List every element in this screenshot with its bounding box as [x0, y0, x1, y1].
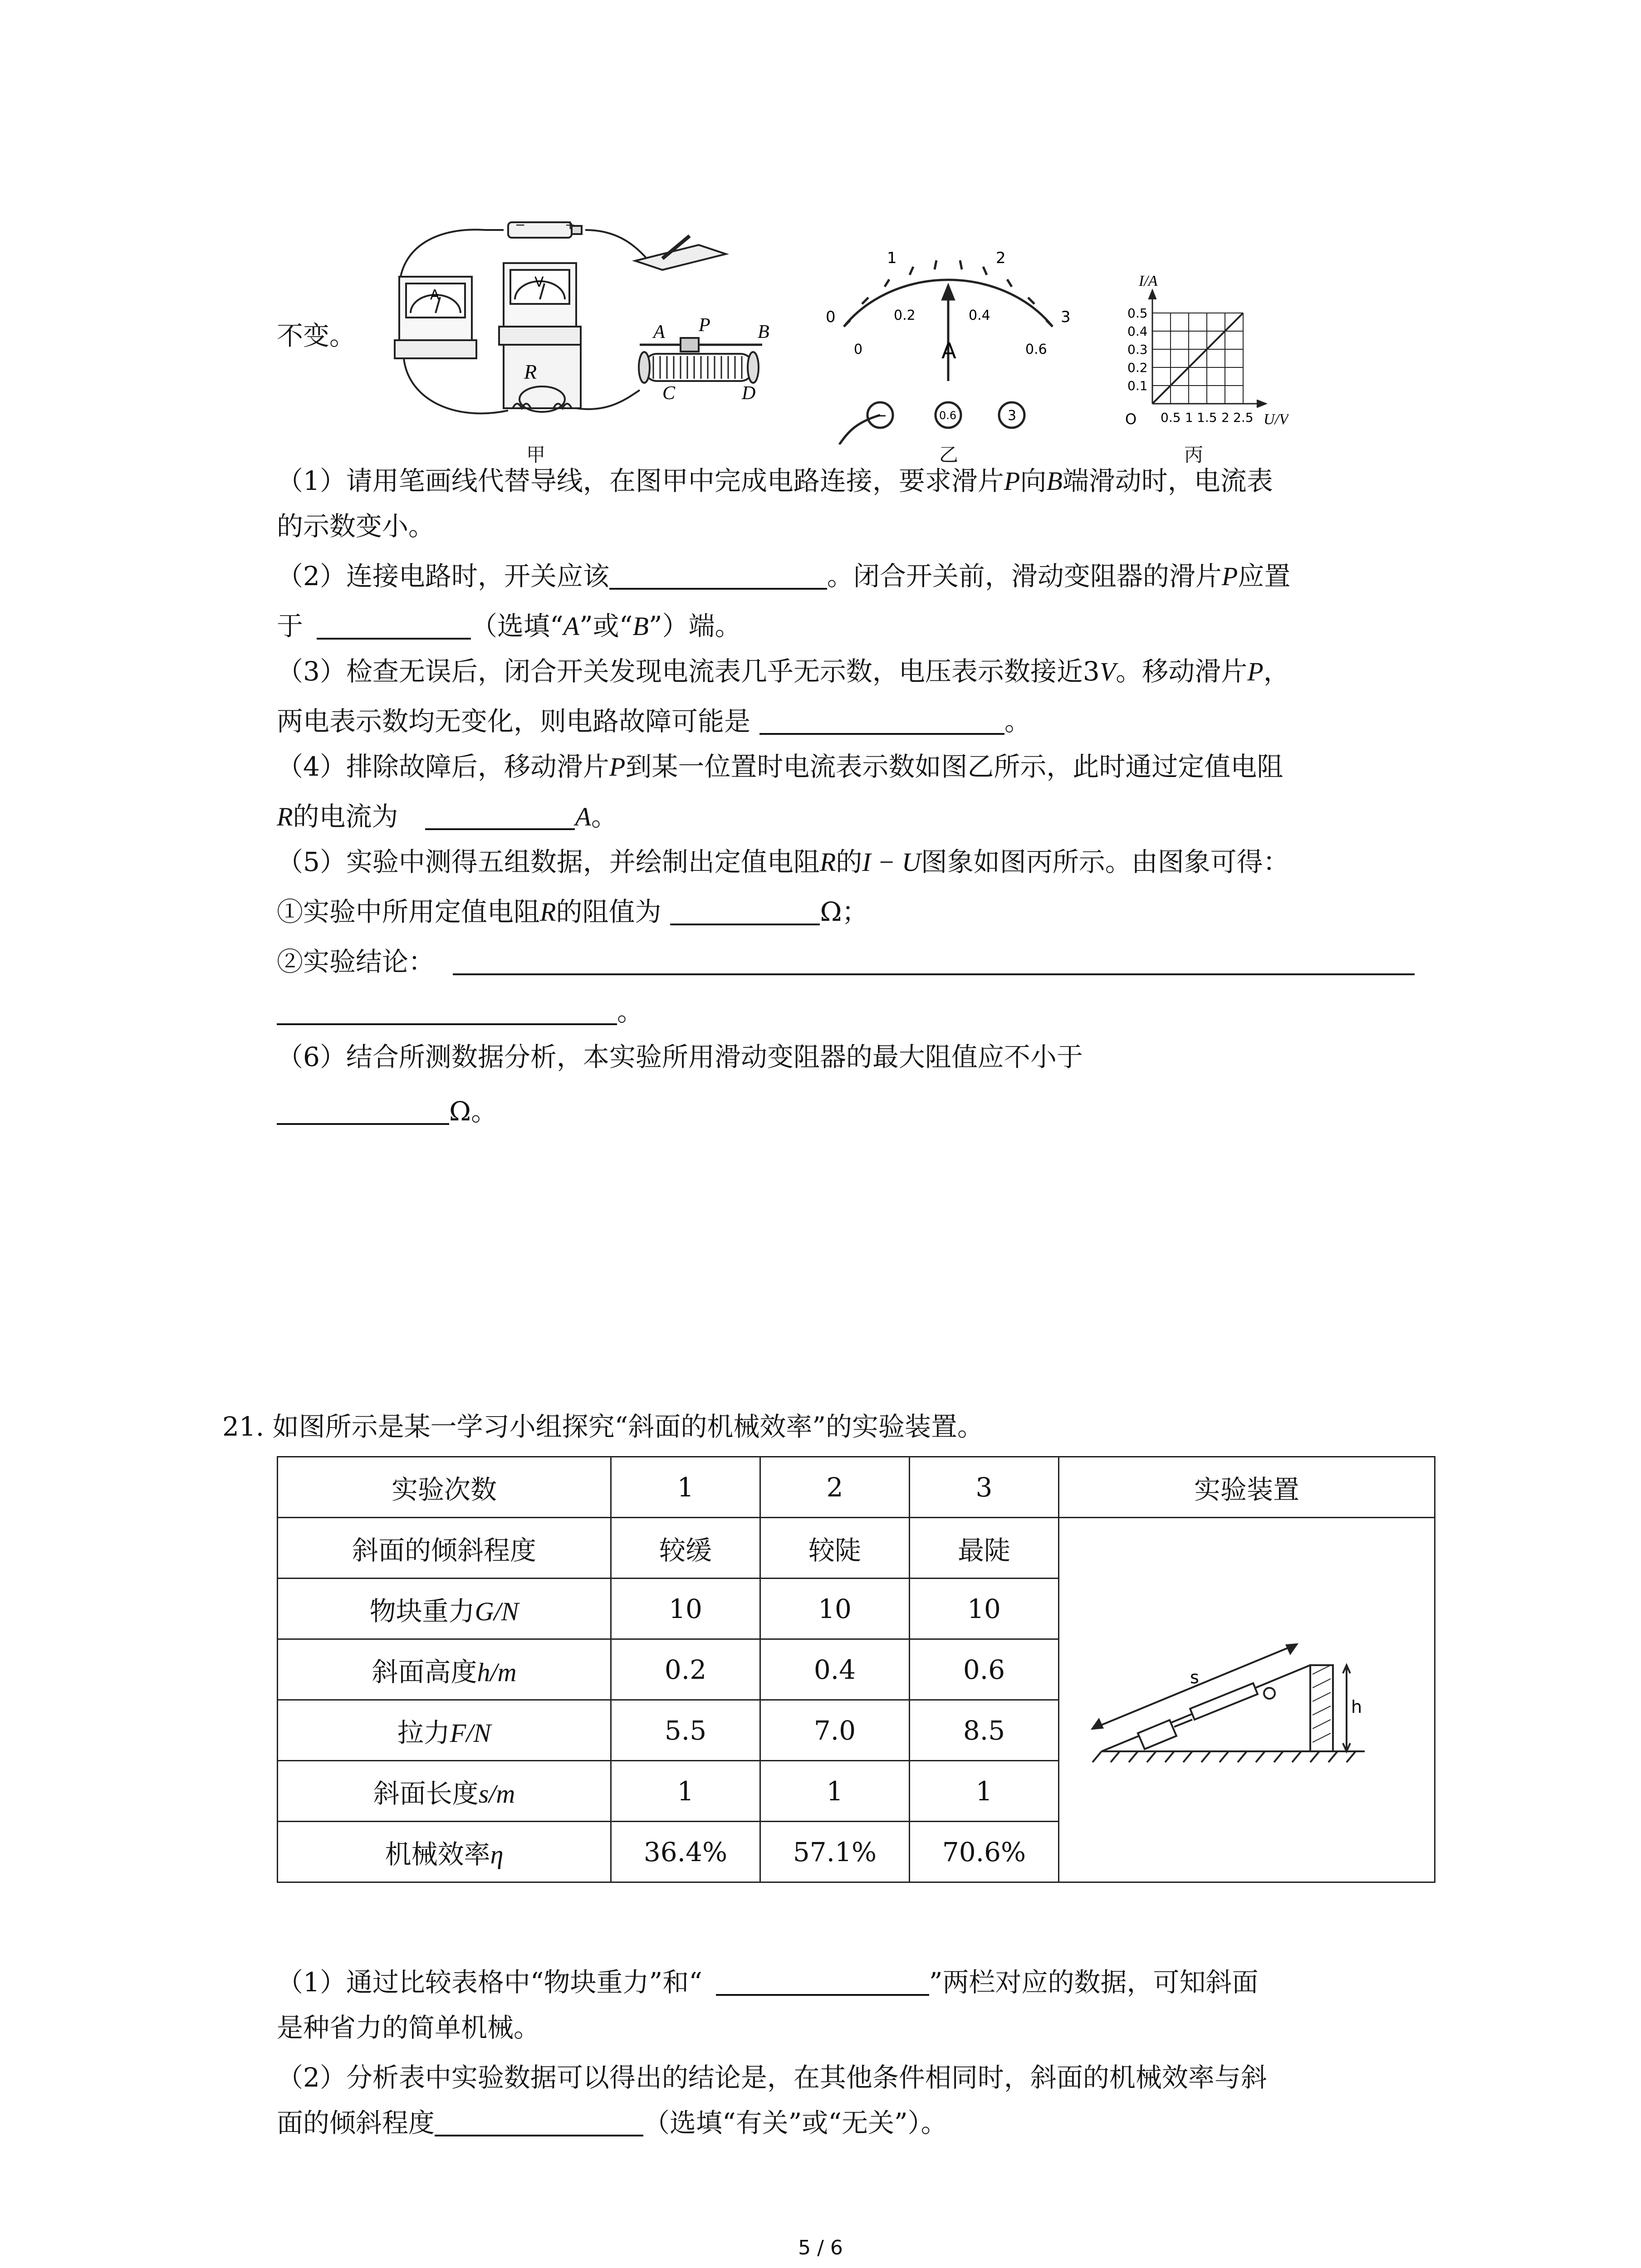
q20-blank-switch[interactable] — [609, 560, 827, 590]
table-cell: 较缓 — [611, 1518, 760, 1579]
table-cell: 较陡 — [760, 1518, 910, 1579]
ytick-02: 0.2 — [1127, 360, 1148, 375]
ytick-03: 0.3 — [1127, 342, 1148, 357]
q20-part3-line1: （3）检查无误后，闭合开关发现电流表几乎无示数，电压表示数接近3V。移动滑片P， — [277, 656, 1290, 687]
table-cell: 1 — [910, 1761, 1059, 1822]
table-cell: 8.5 — [910, 1700, 1059, 1761]
table-cell: 1 — [611, 1761, 760, 1822]
table-cell: 10 — [910, 1579, 1059, 1639]
q20-blank-conclusion-line1[interactable] — [453, 945, 1415, 975]
ytick-04: 0.4 — [1127, 324, 1148, 339]
q20-part4-line2: R的电流为 A。 — [277, 801, 617, 832]
rheostat-b-letter: B — [758, 322, 769, 342]
table-cell: 0.2 — [611, 1639, 760, 1700]
q21-part1-line2: 是种省力的简单机械。 — [277, 2012, 540, 2043]
svg-text:+: + — [565, 217, 576, 232]
ytick-01: 0.1 — [1127, 378, 1148, 393]
xtick-15: 1.5 — [1197, 410, 1217, 425]
q20-lead: 不变。 — [277, 320, 356, 351]
dial-outer-0: 0 — [826, 308, 836, 326]
table-cell: 10 — [611, 1579, 760, 1639]
q21-blank-compare-column[interactable] — [716, 1966, 929, 1996]
dial-outer-1: 1 — [887, 249, 897, 267]
dial-outer-3: 3 — [1061, 308, 1071, 326]
figure-caption-yi: 乙 — [939, 444, 959, 466]
q20-part5-sub2-cont: 。 — [277, 993, 643, 1030]
graph-xlabel: U/V — [1264, 411, 1288, 428]
xtick-25: 2.5 — [1233, 410, 1254, 425]
table-cell: 0.6 — [910, 1639, 1059, 1700]
table-header-row — [278, 1457, 1435, 1518]
q20-part2-line1: （2）连接电路时，开关应该 。闭合开关前，滑动变阻器的滑片P应置 — [277, 561, 1291, 591]
row-label: 机械效率η — [278, 1822, 611, 1882]
table-header-cell: 3 — [910, 1457, 1059, 1518]
q20-part1-line1: （1）请用笔画线代替导线，在图甲中完成电路连接，要求滑片P向B端滑动时，电流表 — [277, 465, 1273, 496]
q21-blank-related[interactable] — [435, 2107, 643, 2136]
xtick-1: 1 — [1185, 410, 1193, 425]
row-label: 斜面高度h/m — [278, 1639, 611, 1700]
page-number: 5 / 6 — [798, 2236, 843, 2259]
resistor-letter: R — [524, 360, 537, 383]
q20-blank-resistance[interactable] — [670, 895, 820, 925]
rheostat-d-letter: D — [742, 383, 756, 404]
figure-caption-bing: 丙 — [1184, 444, 1204, 466]
q20-part3-line2: 两电表示数均无变化，则电路故障可能是 。 — [277, 706, 1031, 737]
iu-graph-figure-bing — [1107, 268, 1288, 440]
ytick-05: 0.5 — [1127, 306, 1148, 321]
q20-blank-max-resistance[interactable] — [277, 1095, 449, 1125]
table-header-cell: 1 — [611, 1457, 760, 1518]
table-header-cell: 实验次数 — [278, 1457, 611, 1518]
q20-part5-line1: （5）实验中测得五组数据，并绘制出定值电阻R的I − U图象如图丙所示。由图象可得： — [277, 846, 1289, 877]
table-header-cell: 实验装置 — [1059, 1457, 1435, 1518]
q20-part4-line1: （4）排除故障后，移动滑片P到某一位置时电流表示数如图乙所示，此时通过定值电阻 — [277, 751, 1283, 782]
q20-part1-line2: 的示数变小。 — [277, 511, 435, 542]
dial-inner-02: 0.2 — [894, 308, 916, 323]
incline-apparatus-diagram — [1083, 1615, 1410, 1779]
row-label: 斜面长度s/m — [278, 1761, 611, 1822]
q20-part6-line1: （6）结合所测数据分析，本实验所用滑动变阻器的最大阻值应不小于 — [277, 1041, 1083, 1072]
dial-outer-2: 2 — [996, 249, 1006, 267]
q21-part1-line1: （1）通过比较表格中“物块重力”和“ ”两栏对应的数据，可知斜面 — [277, 1967, 1259, 1998]
svg-text:−: − — [515, 217, 526, 232]
table-header-cell: 2 — [760, 1457, 910, 1518]
terminal-06: 0.6 — [939, 409, 957, 422]
xtick-2: 2 — [1221, 410, 1230, 425]
ammeter-letter: A — [430, 287, 440, 303]
ammeter-dial-figure-yi — [812, 231, 1089, 445]
table-cell: 70.6% — [910, 1822, 1059, 1882]
figure-caption-jia: 甲 — [526, 444, 546, 466]
dial-inner-06: 0.6 — [1025, 342, 1047, 357]
q21-part2-line2: 面的倾斜程度 （选填“有关”或“无关”）。 — [277, 2107, 947, 2138]
q20-blank-conclusion-line2[interactable] — [277, 995, 617, 1025]
table-cell: 1 — [760, 1761, 910, 1822]
terminal-minus: − — [876, 408, 887, 424]
table-cell: 0.4 — [760, 1639, 910, 1700]
dial-unit-a: A — [941, 338, 956, 364]
q20-blank-fault[interactable] — [759, 705, 1004, 735]
rheostat-p-letter: P — [699, 315, 710, 336]
q20-blank-current[interactable] — [425, 800, 575, 830]
q21-data-table — [277, 1456, 1435, 1883]
xtick-05: 0.5 — [1161, 410, 1181, 425]
row-label: 拉力F/N — [278, 1700, 611, 1761]
rheostat-c-letter: C — [662, 383, 676, 404]
q20-part2-line2: 于 （选填“A”或“B”）端。 — [277, 611, 741, 641]
q20-blank-slider-end[interactable] — [317, 610, 471, 640]
q20-part5-sub2: ②实验结论： — [277, 943, 1415, 980]
graph-ylabel: I/A — [1139, 273, 1158, 289]
q20-part6-line2: Ω。 — [277, 1093, 497, 1129]
terminal-3: 3 — [1008, 408, 1017, 424]
row-label: 斜面的倾斜程度 — [278, 1518, 611, 1579]
apparatus-cell — [1059, 1518, 1435, 1882]
voltmeter-letter: V — [534, 274, 544, 290]
graph-origin: O — [1125, 411, 1137, 428]
table-cell: 5.5 — [611, 1700, 760, 1761]
circuit-figure-jia — [372, 209, 803, 499]
dial-inner-0: 0 — [854, 342, 863, 357]
diagram-label-s: s — [1190, 1667, 1199, 1687]
table-cell: 7.0 — [760, 1700, 910, 1761]
table-cell: 57.1% — [760, 1822, 910, 1882]
q21-part2-line1: （2）分析表中实验数据可以得出的结论是，在其他条件相同时，斜面的机械效率与斜 — [277, 2062, 1267, 2093]
row-label: 物块重力G/N — [278, 1579, 611, 1639]
table-cell: 最陡 — [910, 1518, 1059, 1579]
table-row — [278, 1518, 1435, 1579]
table-cell: 36.4% — [611, 1822, 760, 1882]
q21-intro: 21. 如图所示是某一学习小组探究“斜面的机械效率”的实验装置。 — [222, 1411, 984, 1442]
dial-inner-04: 0.4 — [969, 308, 990, 323]
table-cell: 10 — [760, 1579, 910, 1639]
rheostat-a-letter: A — [653, 322, 665, 342]
diagram-label-h: h — [1351, 1696, 1362, 1717]
q20-part5-sub1: ①实验中所用定值电阻R的阻值为 Ω； — [277, 896, 868, 927]
